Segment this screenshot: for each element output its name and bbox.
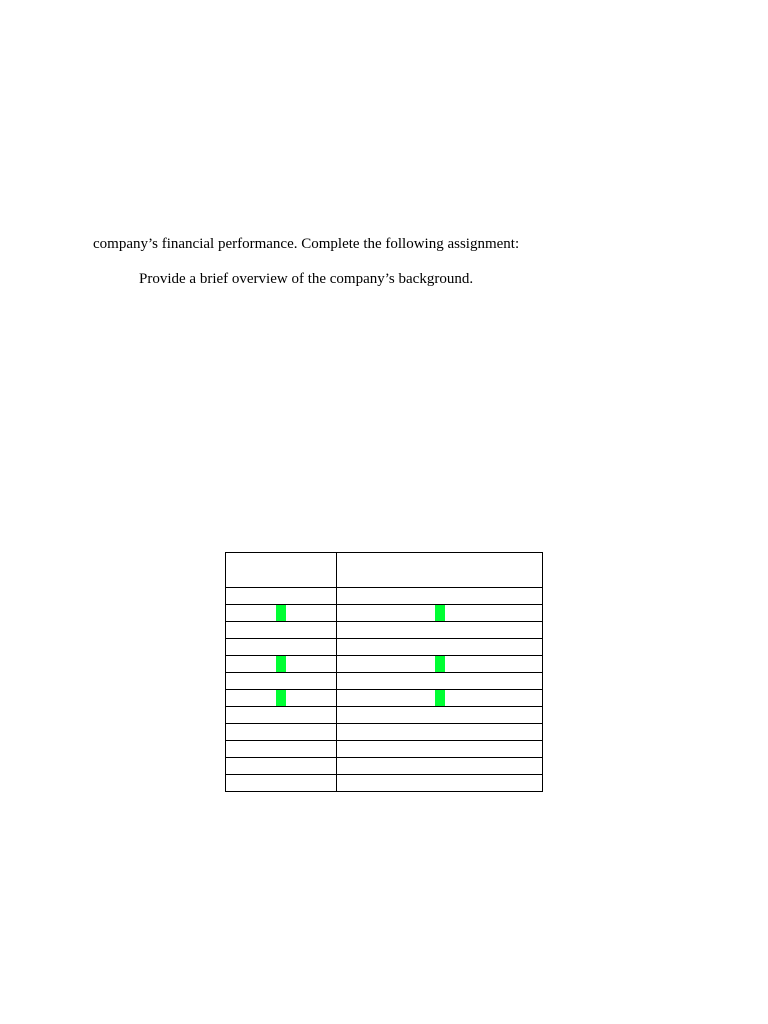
table-cell [226, 724, 337, 741]
table-cell [226, 656, 337, 673]
table-row [226, 656, 543, 673]
table-row [226, 690, 543, 707]
highlight-mark [435, 605, 445, 621]
table-cell [226, 605, 337, 622]
data-table [225, 552, 543, 792]
table-row [226, 741, 543, 758]
table-row [226, 588, 543, 605]
table-cell [337, 673, 543, 690]
table-row [226, 775, 543, 792]
table-cell [337, 605, 543, 622]
table-row [226, 758, 543, 775]
table-cell [337, 758, 543, 775]
table-cell [226, 639, 337, 656]
table-cell [226, 707, 337, 724]
table-header-cell [337, 553, 543, 588]
table-cell [337, 588, 543, 605]
table-cell [337, 775, 543, 792]
table-cell [337, 656, 543, 673]
table-header-cell [226, 553, 337, 588]
table-cell [226, 758, 337, 775]
highlight-mark [276, 656, 286, 672]
table-cell [226, 588, 337, 605]
table-cell [337, 724, 543, 741]
table-cell [337, 690, 543, 707]
table-row [226, 707, 543, 724]
table-cell [337, 639, 543, 656]
table-cell [226, 673, 337, 690]
table-cell [226, 741, 337, 758]
highlight-mark [276, 690, 286, 706]
table-cell [226, 622, 337, 639]
highlight-mark [435, 656, 445, 672]
table-row [226, 639, 543, 656]
paragraph-assignment-intro: company’s financial performance. Complete the following assignment: [93, 236, 520, 252]
highlight-mark [435, 690, 445, 706]
table-cell [226, 775, 337, 792]
table-header-row [226, 553, 543, 588]
table-row [226, 622, 543, 639]
paragraph-overview-instruction: Provide a brief overview of the company’s background. [139, 271, 474, 287]
table-row [226, 605, 543, 622]
table-cell [337, 741, 543, 758]
table-cell [226, 690, 337, 707]
table-cell [337, 707, 543, 724]
table-row [226, 724, 543, 741]
table-row [226, 673, 543, 690]
highlight-mark [276, 605, 286, 621]
table-cell [337, 622, 543, 639]
